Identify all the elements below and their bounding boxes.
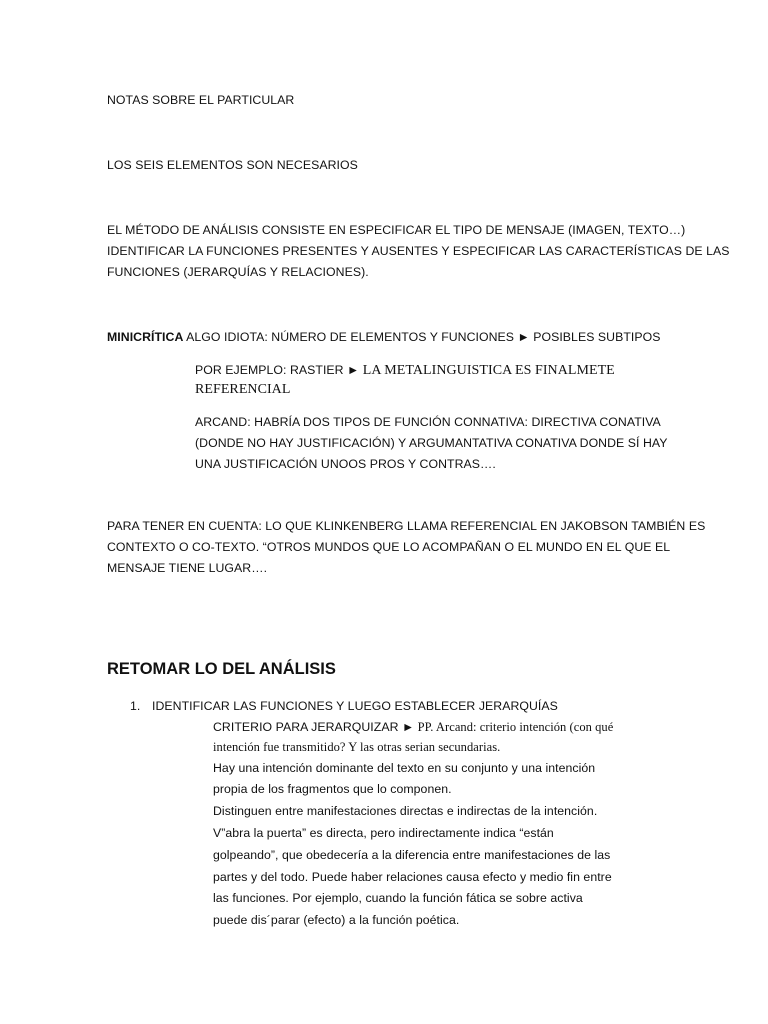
paragraph-line: PARA TENER EN CUENTA: LO QUE KLINKENBERG LLAMA REFERENCIAL EN JAKOBSON TAMBIÉN ES (107, 519, 706, 533)
criterio-lead: CRITERIO PARA JERARQUIZAR ► (213, 720, 418, 734)
paragraph-line: (DONDE NO HAY JUSTIFICACIÓN) Y ARGUMANTATIVA CONATIVA DONDE SÍ HAY (195, 436, 668, 450)
list-item-text: IDENTIFICAR LAS FUNCIONES Y LUEGO ESTABLECER JERARQUÍAS (152, 699, 558, 713)
paragraph-line: MENSAJE TIENE LUGAR…. (107, 561, 268, 575)
minicritica-text: ALGO IDIOTA: NÚMERO DE ELEMENTOS Y FUNCIONES ► POSIBLES SUBTIPOS (183, 330, 661, 344)
body-line: puede dis´parar (efecto) a la función poética. (213, 913, 460, 927)
body-line: propia de los fragmentos que lo componen. (213, 782, 452, 796)
paragraph-elementos: LOS SEIS ELEMENTOS SON NECESARIOS (107, 158, 358, 172)
body-line: V”abra la puerta” es directa, pero indirectamente indica “están (213, 826, 554, 840)
ejemplo-serif-line: REFERENCIAL (195, 382, 291, 397)
paragraph-line: IDENTIFICAR LA FUNCIONES PRESENTES Y AUSENTES Y ESPECIFICAR LAS CARACTERÍSTICAS DE LAS (107, 244, 730, 258)
body-line: Hay una intención dominante del texto en su conjunto y una intención (213, 761, 596, 775)
list-item-number: 1. (130, 699, 141, 713)
paragraph-line: UNA JUSTIFICACIÓN UNOOS PROS Y CONTRAS…. (195, 457, 496, 471)
minicritica-label: MINICRÍTICA (107, 330, 184, 344)
body-line: partes y del todo. Puede haber relaciones causa efecto y medio fin entre (213, 870, 612, 884)
paragraph-line: ARCAND: HABRÍA DOS TIPOS DE FUNCIÓN CONNATIVA: DIRECTIVA CONATIVA (195, 415, 661, 429)
ejemplo-line (195, 360, 615, 381)
body-line: las funciones. Por ejemplo, cuando la función fática se sobre activa (213, 891, 583, 905)
document-title: NOTAS SOBRE EL PARTICULAR (107, 93, 295, 107)
body-line: golpeando”, que obedecería a la diferencia entre manifestaciones de las (213, 848, 611, 862)
paragraph-line: CONTEXTO O CO-TEXTO. “OTROS MUNDOS QUE LO ACOMPAÑAN O EL MUNDO EN EL QUE EL (107, 540, 671, 554)
paragraph-minicritica (107, 327, 661, 348)
criterio-line (213, 717, 613, 738)
section-heading: RETOMAR LO DEL ANÁLISIS (107, 660, 336, 678)
criterio-serif-line: intención fue transmitido? Y las otras serian secundarias. (213, 740, 501, 754)
paragraph-line: EL MÉTODO DE ANÁLISIS CONSISTE EN ESPECIFICAR EL TIPO DE MENSAJE (IMAGEN, TEXTO…) (107, 223, 686, 237)
criterio-serif-text: PP. Arcand: criterio intención (con qué (417, 720, 614, 734)
ejemplo-lead: POR EJEMPLO: RASTIER ► (195, 363, 363, 377)
paragraph-line: FUNCIONES (JERARQUÍAS Y RELACIONES). (107, 265, 369, 279)
body-line: Distinguen entre manifestaciones directas e indirectas de la intención. (213, 804, 598, 818)
ejemplo-serif-text: LA METALINGUISTICA ES FINALMETE (362, 363, 615, 378)
